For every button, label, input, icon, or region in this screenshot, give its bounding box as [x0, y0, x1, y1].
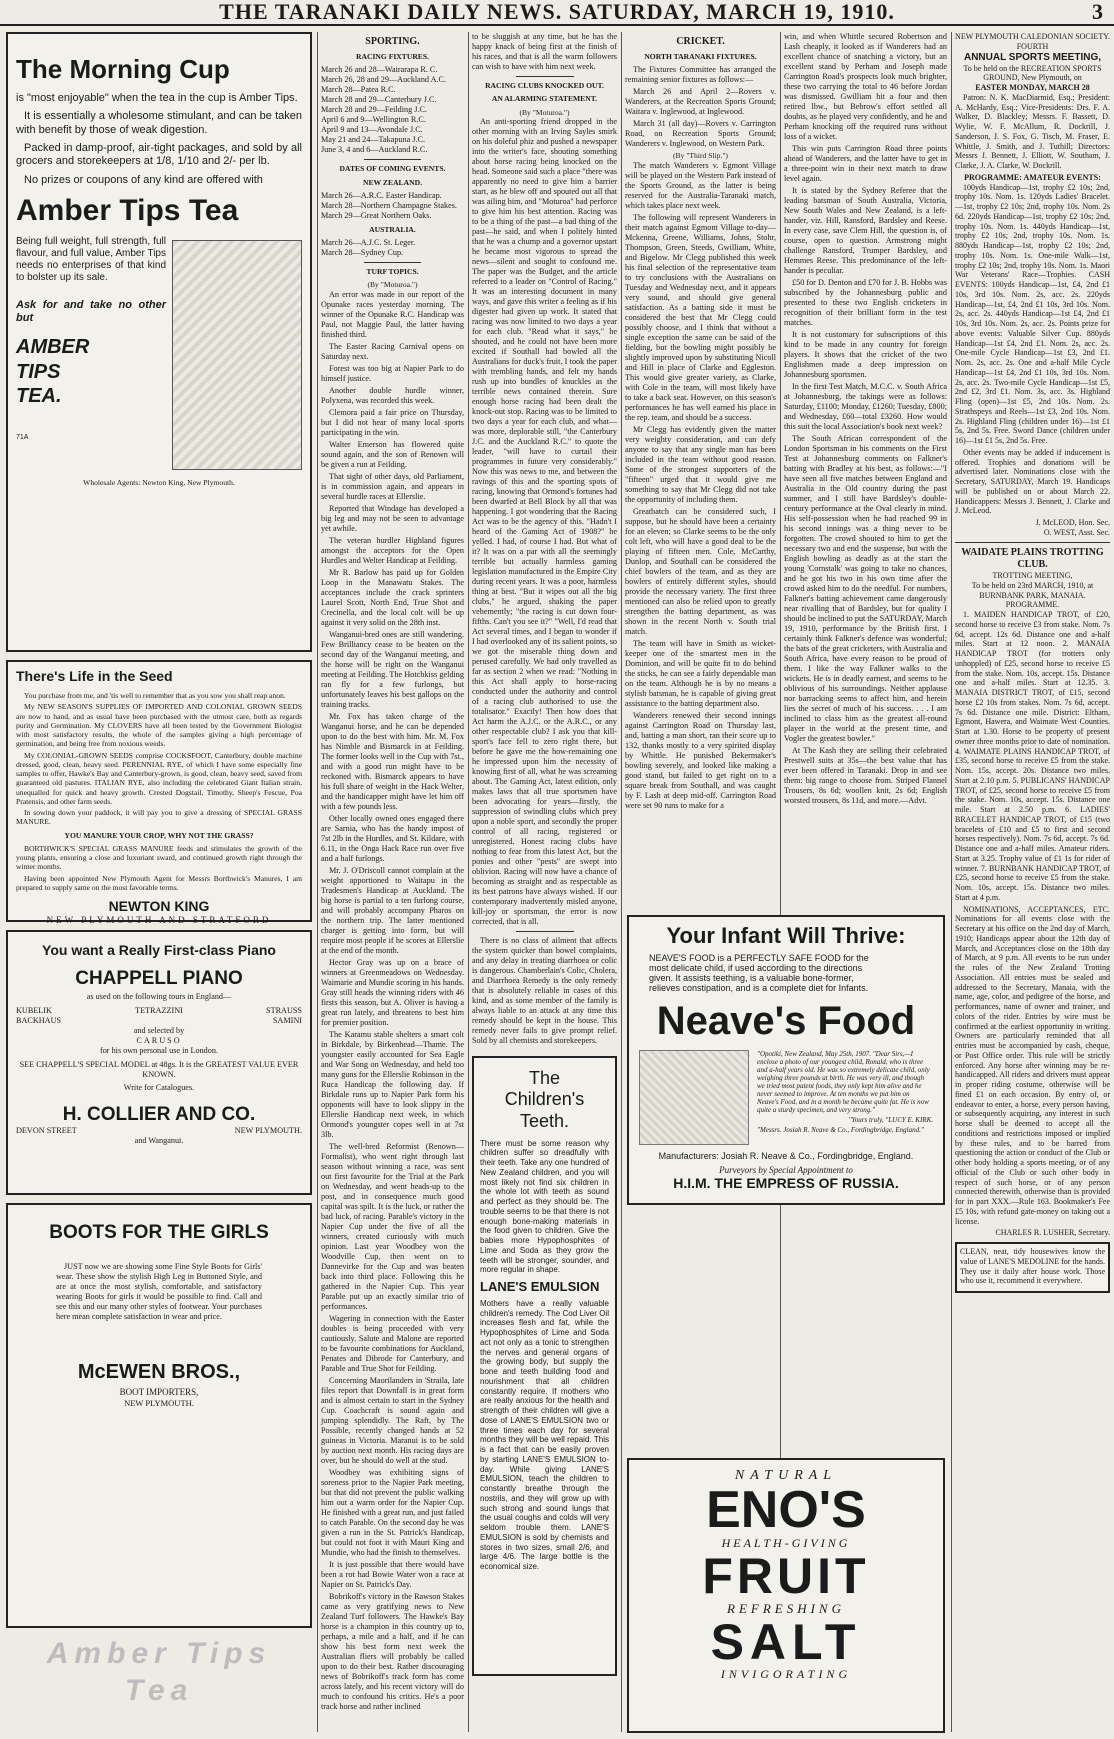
- notice-title: ANNUAL SPORTS MEETING,: [963, 51, 1102, 63]
- ad-text: JUST now we are showing some Fine Style Boots for Girls' wear. These show the stylish High Leg in Buttoned Style, and are at once the most stylish, comfortable, and satisfactory wearing Boots for girls it would be possible to find. Call and see this and our many other styles of footwear. Your purchases here mean complete satisfaction in wear and price.: [56, 1262, 262, 1322]
- notice-text: Patron: N. K. MacDiarmid, Esq.; President: A. McHardy, Esq.; Vice-Presidents: Drs. F. A. Walker, D. Blackley; Messrs. F. Bassett, D. Wylie, W. F. McAllum, R. Dockrill, J. Sanderson, J. S. Fox, G. Tisch, M. Fraser, E. Whittle, J. Smith, and J. Tuthill; Directors: Messrs J. Bennett, J. Elliott, W. Southam, J. Clarke, J. A. Clarke, W. Dockrill.: [955, 92, 1110, 171]
- ad-title-line: The: [528, 1067, 561, 1088]
- lady-illustration: [172, 240, 302, 470]
- notice-text: 1. MAIDEN HANDICAP TROT, of £20, second horse to receive £3 from stake. Nom. 7s 6d, accept. 12s 6d. Distance one and a-half miles. Start at 12 noon. 2. MANAIA HANDICAP TROT (for trotters only unhoppled) of £25, second horse to receive £5 from the stake. Nom. 10s, accept. 15s. Distance one and a-half miles. Start at 12.35. 3. MANAIA DISTRICT TROT, of £15, second horse £2 10s from stakes. Nom. 7s 6d, accept. 7s 6d. Distance one mile. District: Eltham, Egmont, Hawera, and Waimate West Counties. Start at 1.30. Horse to be property of present owner three months prior to date of nomination. 4. WAIMATE PLAINS HANDICAP TROT, of £35, second horse to receive £5 from the stake. Nom. 15s, accept. 20s. Distance two miles. Start at 2.10 p.m. 5. PUBLICANS' HANDICAP TROT, of £25, second horse to receive £5 from the stake. Nom. 10s, accept. 15s. Distance one mile. Start at 2.50 p.m. 6. LADIES' BRACELET HANDICAP TROT, of £15 (two bracelets of £10 and £5 to first and second horses respectively). Nom. 7s 6d, accept. 7s 6d. Distance one and a-half miles. Amateur riders. Start at 3.25. Trophy value of £1 1s for rider of winner. 7. BURNBANK HANDICAP TROT, of £25, second horse to receive £5 from the stake. Nom. 10s, accept. 15s. Distance two miles. Start at 4 p.m.: [955, 610, 1110, 902]
- ad-title-line: Children's: [504, 1089, 585, 1110]
- article-paragraph: Mr. Fox has taken charge of the Wanganui horse, and he can be depended upon to do the best with him. Mr. M. Fox has Nimble and Bismarck in at Feilding. The former looks well in the Cup with 7st., and with a good run might have to be reckoned with. Bismarck appears to have his full share of weight in the Hack Welter, and the handicapper might have let him off with a few pounds less.: [321, 711, 464, 811]
- notice-signature: O. WEST, Asst. Sec.: [1043, 527, 1110, 537]
- byline: (By "Moturoa."): [519, 107, 570, 117]
- ad-childrens-teeth: [472, 1056, 617, 1676]
- ad-makers: Manufacturers: Josiah R. Neave & Co., Fordingbridge, England.: [658, 1151, 914, 1161]
- column-racing-clubs: [472, 32, 617, 1734]
- ad-neaves-food: [627, 915, 945, 1205]
- brand-name: ENO'S: [706, 1481, 866, 1539]
- ad-title: There's Life in the Seed: [16, 668, 173, 684]
- column-rule: [317, 32, 318, 1732]
- ad-word: TIPS: [16, 360, 61, 383]
- ad-piano: [6, 930, 312, 1195]
- article-paragraph: Wanganui-bred ones are still wandering. Few Brilliancy cease to be beaten on the second day of the Wanganui meeting, and the horse will be right on the Wanganui meeting at Feilding. The Hotchkiss gelding ran fly for a few furlongs, but unfortunately leaves his best gallops on the training tracks.: [321, 629, 464, 709]
- notice-signature: J. McLEOD, Hon. Sec.: [1035, 518, 1110, 528]
- ad-text: No prizes or coupons of any kind are offered with: [24, 173, 263, 186]
- faded-ad-title: Amber Tips Tea: [46, 1637, 272, 1707]
- list-item: March 26—A.R.C. Easter Handicap.: [321, 190, 442, 200]
- ad-word: FRUIT: [702, 1548, 870, 1604]
- subheading: DATES OF COMING EVENTS.: [339, 164, 446, 174]
- article-paragraph: Reported that Windage has developed a big leg and may not be seen to advantage yet awhile.: [321, 503, 464, 533]
- article-paragraph: Forest was too big at Napier Park to do himself justice.: [321, 363, 464, 383]
- notice-text: TROTTING MEETING,: [992, 571, 1073, 581]
- list-item: March 28—Northern Champagne Stakes.: [321, 200, 457, 210]
- article-paragraph: Mr. J. O'Driscoll cannot complain at the weight apportioned to Waitapu in the Tradesmen's Handicap at Auckland. The big horse is partial to a ten furlong course, and will probably accompany Pharos on the northern trip. The latter mentioned charger is getting into form, but will require most people if he scores at Ellerslie at the end of the month.: [321, 865, 464, 955]
- article-paragraph: Wanderers renewed their second innings against Carrington Road on Thursday last, and, batting a man short, ran their score up to 132, thanks mostly to a very spirited display by Whittle. He punished Bekermaker's bowling severely, and looked like making a good stand, but failed to get right on to a square break from Southall, and was caught by F. Lash at deep mid-off. Carrington Road were set 90 runs to make for a: [625, 710, 776, 810]
- ad-text: CLEAN, neat, tidy housewives know the value of LANE'S MEDOLINE for the hands. They use it daily after house work. Those who use it, recommend it everywhere.: [960, 1247, 1105, 1286]
- ad-word: NATURAL: [734, 1468, 838, 1483]
- subheading: TURF TOPICS.: [366, 267, 419, 277]
- ad-title: [480, 1068, 609, 1133]
- ad-lanes-medoline: [955, 1242, 1110, 1293]
- section-heading: CRICKET.: [676, 36, 725, 47]
- artist-name: KUBELIK: [16, 1006, 52, 1016]
- ad-word: INVIGORATING: [720, 1667, 852, 1681]
- article-paragraph: That sight of other days, old Parliament, is in commission again, and appears in several hurdle races at Ellerslie.: [321, 471, 464, 501]
- notice-text: NOMINATIONS, ACCEPTANCES, ETC. Nominations for all events close with the Secretary at his office on the 2nd day of March, 1910; Handicaps appear about the 12th day of March, and Acceptances close on the 18th day of March, at 9 p.m. All events to be run under the rules of the New Zealand Trotting Association. All entries must be sealed and addressed to the Secretary, Manaia, with the name, age, color, and pedigree of the horse, and performances, name of owner and trainer, and colors of the rider. Entries by wire must be confirmed at the earliest opportunity in writing. Owners are particularly reminded that all entries must be accompanied by cash, cheque, or Post Office order. This rule will be strictly enforced. Any horse after winning may be re-handicapped. All riders and drivers must appear in proper riding costume, otherwise will be fined £1 on each occasion. By entry of, or endeavor to enter, a horse, every person having, or subsequently acquiring, any interest in such horse shall be deemed to accept all the conditions and restrictions imposed or implied by these rules, and to be barred from questioning the action or conduct of the Club or other body holding a sports meeting, or of any official of the Club or such other body in respect of such horse, or of any person connected therewith, otherwise than is provided for in part XXX.—Rule 163. Bookmaker's Fee £5 10s, with refund gate-money on taking out a license.: [955, 904, 1110, 1226]
- notice-title: WAIDATE PLAINS TROTTING CLUB.: [961, 546, 1104, 570]
- article-paragraph: Another double hurdle winner, Polyxena, was recorded this week.: [321, 385, 464, 405]
- article-paragraph: Concerning Maorilanders in 'Straila, late files report that Downfall is in great form and is almost certain to start in the Sydney Cup. Coachcraft is sound again and jumping splendidly. The Raft, by The Possible, recently changed hands at 52 guineas in Victoria. Maranui is to be sold by auction next month. His racing days are over, but he should do well at the stud.: [321, 1375, 464, 1465]
- article-paragraph: The well-bred Reformist (Renown—Formalist), who went right through last season without winning a race, was sent out first favourite for the Trial at the Park on Wednesday, and went heads-up to the post, and in consequence much good capital was spilt. It is the luck, or rather the bad luck, of racing. Parable's victory in the Napier Cup under the five of all the winners, created curiously with much opinion. Last year Woodbey won the Woodville Cup, then went on to Dannevirke for the Cup and was beaten back into third place. Following this he gathered in the Napier Cup. This year Parable put up an exactly similar trio of performances.: [321, 1141, 464, 1311]
- ad-text: You purchase from me, and 'tis well to remember that as you sow you shall reap anon.: [24, 691, 286, 701]
- artist-name: BACKHAUS: [16, 1016, 62, 1026]
- ad-text: Having been appointed New Plymouth Agent for Messrs Borthwick's Manures, I am prepared to supply same on the most favorable terms.: [16, 873, 302, 892]
- article-paragraph: March 31 (all day)—Rovers v. Carrington Road, on Recreation Sports Ground; Wanderers v. Inglewood, on Western Park.: [625, 119, 776, 149]
- masthead: [0, 0, 1114, 26]
- artist-name: SAMINI: [272, 1016, 302, 1026]
- column-rule: [621, 32, 622, 1732]
- subheading: RACING CLUBS KNOCKED OUT.: [485, 81, 604, 90]
- list-item: March 26 and 28—Wairarapa R. C.: [321, 65, 438, 75]
- ad-text: There must be some reason why children suffer so dreadfully with their teeth. Take any one hundred of New Zealand children, and you will most likely not find six children in the whole lot with teeth as sound and perfect as they should be. The trouble seems to be that there is not enough bone-making materials in the food given to children. Give the babies more Hypophosphites of Lime and Soda as they grow the teeth will be stronger, sounder, and more regular in shape.: [480, 1138, 609, 1275]
- ad-title: The Morning Cup: [16, 54, 230, 84]
- ad-text: In sowing down your paddock, it will pay you to give a dressing of SPECIAL GRASS MANURE.: [16, 808, 302, 827]
- ad-title-line: Teeth.: [519, 1110, 570, 1131]
- ad-text: Packed in damp-proof, air-tight packages, and sold by all grocers and storekeepers at 1/8, 1/10 and 2/- per lb.: [16, 141, 302, 168]
- ad-word: REFRESHING: [727, 1601, 845, 1616]
- article-paragraph: to be sluggish at any time, but he has the happy knack of being first at the finish of his races, and that is all the warm followers can wish to have with him next week.: [472, 32, 617, 71]
- notice-signature: CHARLES R. LUSHER, Secretary.: [995, 1228, 1110, 1238]
- column-cricket-cont: [784, 32, 947, 805]
- testimonial-signature: "Yours truly, "LUCY E. KIRK.: [848, 1116, 933, 1124]
- article-paragraph: Hector Gray was up on a brace of winners at Greenmeadows on Wednesday. Waimarie and Mundie scoring in his hands. Gray still heads the winning riders with 46 firsts this season, but A. Oliver is having a great run lately, and threatens to best him for premier position.: [321, 957, 464, 1027]
- article-paragraph: An anti-sporting friend dropped in the other morning with an Irving Sayles smirk on his doleful phiz and pushed a newspaper into the writer's face, shouting something about horse racing being knocked on the head. Someone said such a place "there was apparently no need to give him a barrier start, as he blew off and spouted out all that was ailing him, and "Moturoa" had perforce to give him his best attention. Racing was to be a thing of the past—a bad thing of the past—he said, and when I politely hinted that he was a chump and a governor upstart he became most vigorous to spread the news—silent and sought to confound me. The paper was the Budget, and the article referred to a leader on "Control of Racing." It was an interesting document in many ways, and gave this writer a feeling as if his digester had given up work. It stated that racing was now limited to two days a year for each club. "Read what it says," he shouted, and he could not have been more excited if Southall had bowled all the Australians for duck's fruit. I took the paper with trembling hands, and felt my hands rush up into bundles of knuckles as the terrible news contained therein. Sure enough horse racing had been dealt the knock-out stop. Racing was to be limited to two days a year for each club, and what—was more, deplorable still, "the Canterbury J.C. and the Auckland R.C." to quote the leader, "will have to curtail their programmes in future very considerably." Now this was news to me, and between the ravings of this and the sporting spots of racing, knowing that Ormond's fortunes had been dwarfed at Bell Block by all that was happening. I got wondering that the Racing Act was to be the agency of this. "Hadn't I heard of the Gaming Act of 1908?" he yelled. I had, of course I had. But what of it? It was on a par with all the seemingly terrible but actually harmless gaming legislation manufactured in the Empire City during recent years. It was a poor, harmless thing at best. "But it wipes out all the big clubs," he argued, shaking the paper vehemently; "the racing is cut down four-fifths. Can't you see it?" "Well, I'd read that Act several times, and I began to wonder if I had overlooked any of its salient points, so we got the miserable thing down and perused carefully. We had only travelled as far as section 2 when we read: "Nothing in this Act shall apply to horse-racing conducted under the authority and control of a racing club authorised to use the totalisator." Exactly! Then how does that Act harm the A.J.C. or the A.R.C., or any other respectable club? I ask you that kill-sport's face fell to zero right there, but before he gave me the how-remaining one he impressed upon him the necessity of knowing first of all, what he was screaming about. The Gaming Act, latest edition, only makes laws that all true sportsmen have been advocating for years—firstly, the suppression of swindling clubs which prey upon a noble sport, and secondly the proper control of all racing, registered or unregistered. Honest racing clubs have nothing to fear from this latest Act, but the ponies and other "pests" are swept into oblivion. Racing will now have a chance of becoming as straight and as respectable as its best patrons have always wished. If our contemporary inadvertently misled anyone, kill-joy or sportsman, the error is now corrected, that is all.: [472, 116, 617, 926]
- brand-name: Amber Tips Tea: [16, 194, 239, 228]
- article-paragraph: Clemora paid a fair price on Thursday, but I did not hear of many local sports participating in the win.: [321, 407, 464, 437]
- ad-text: is "most enjoyable" when the tea in the cup is Amber Tips.: [16, 91, 298, 104]
- ad-text: for his own personal use in London.: [99, 1046, 219, 1056]
- ad-title: BOOTS FOR THE GIRLS: [49, 1222, 269, 1243]
- ad-word: AMBER: [16, 336, 90, 359]
- article-paragraph: It is not customary for subscriptions of this kind to be made in any country for foreign players. It shows that the cricket of the two Englishmen made a deep impression on Johannesburg sportsmen.: [784, 330, 947, 379]
- list-item: March 28 and 29—Feilding J.C.: [321, 105, 427, 115]
- brand-name: LANE'S EMULSION: [480, 1279, 600, 1295]
- artist-name: STRAUSS: [266, 1006, 302, 1016]
- article-paragraph: Wagering in connection with the Easter doubles is being proceeded with very cautiously. Salute and Malone are reported to be favourite combinations for Auckland, Penates and Dibrode for Canterbury, and Parable and True Shot for Feilding.: [321, 1313, 464, 1373]
- list-item: March 28—Patea R.C.: [321, 85, 396, 95]
- ad-text: Purveyors by Special Appointment to: [719, 1165, 853, 1175]
- notice-date: EASTER MONDAY, MARCH 28: [975, 83, 1090, 93]
- article-paragraph: The following will represent Wanderers in their match against Egmont Village to-day—Mckenna, Greene, Williams, Johns, Stohr, Thompson, Green, Steeds, Gwilliam, White, and Bigelow. Mr Clegg published this week his final selection of the representative team to try conclusions with the Australians on Tuesday and Wednesday next, and it appears very sound, and should give general satisfaction. As a batting side it must be considered the best that Mr Clegg could possibly choose, and I think that without a single exception the same can be said of the fielding, but the bowling might possibly be slightly improved upon by substituting Nicoll and Hill in place of Clarke and Eggleston. This would give greater variety, as Clarke, with Cole in the team, will most likely have to take a back seat. However, on this season's performances he has well earned his place in the rep. team, and should be a success.: [625, 212, 776, 422]
- ad-morning-cup: [6, 32, 312, 652]
- article-paragraph: There is no class of ailment that affects the system quicker than bowel complaints, and any delay in treating diarrhoea or colic is dangerous. Chamberlain's Colic, Cholera, and Diarrhoea Remedy is the only remedy that is absolutely reliable in cases of this kind, and as some member of the family is always liable to an attack at any time this remedy should be kept in the house. This remedy never fails to give prompt relief. Sold by all chemists and storekeepers.: [472, 935, 617, 1045]
- testimonial-address: "Messrs. Josiah R. Neave & Co., Fordingbridge, England.": [757, 1126, 924, 1134]
- ad-text: It is essentially a wholesome stimulant, and can be taken with benefit by those of weak digestion.: [16, 110, 302, 136]
- column-ads-left: [6, 32, 312, 1737]
- article-paragraph: An error was made in our report of the Opunake races yesterday morning. The winner of the Opunake R.C. Handicap was Paul, not Maggie Paul, the latter having finished third.: [321, 289, 464, 339]
- list-item: March 26, 28 and 29—Auckland A.C.: [321, 75, 447, 85]
- ad-address: and Wanganui.: [134, 1136, 184, 1146]
- ad-royal: H.I.M. THE EMPRESS OF RUSSIA.: [673, 1175, 899, 1191]
- artist-name: TETRAZZINI: [135, 1006, 183, 1016]
- ad-text: BOOT IMPORTERS,: [119, 1386, 199, 1397]
- ad-text: Ask for and take no other but: [16, 298, 166, 324]
- ad-text: Mothers have a really valuable children's remedy. The Cod Liver Oil increases flesh and fat, while the Hypophosphites of Lime and Soda act not only as a tonic to strengthen the nerves and general organs of the growing body, but supply the bone and teeth building food and nourishment that all children constantly require. If mothers who are really anxious for the health and strength of their children will give a dose of LANE'S EMULSION two or three times each day for several months they will be well repaid. This is a fact that can be easily proven by starting LANE'S EMULSION to-day. While giving LANE'S EMULSION, teach the children to constantly breathe through the nostrils, and they will grow up with such strong and sound lungs that the usual coughs and colds will very seldom trouble them. LANE'S EMULSION is sold by chemists and stores in two sizes, small 2/6, and large 4/6. The large bottle is the economical size.: [480, 1298, 609, 1572]
- article-paragraph: It is stated by the Sydney Referee that the leading batsman of South Australia, Victoria, New South Wales and New Zealand, is a left-hander, viz. Hill, Ransford, Bardsley and Reese. In every case, save Clem Hill, the question is, of course, open to question. Armstrong might challenge Ransford, Trumper Bardsley, and Hemmes Reese. This predominance of the left-hander is peculiar.: [784, 186, 947, 275]
- column-rule: [951, 32, 952, 1732]
- article-paragraph: Walter Emerson has flowered quite sound again, and the son of Renown will be given a run at Feilding.: [321, 439, 464, 469]
- ad-title: You want a Really First-class Piano: [42, 942, 276, 958]
- article-paragraph: The South African correspondent of the London Sportsman in his comments on the First Test at Johannesburg comments on Falkner's batting with Bradley at his best, as follows:—"I have seen all five matches between England and Australia in the Old country during the past summer, and I still have Bardsley's double-century performance at the Oval clearly in mind. His self-possession when he had reached 99 in his second innings was a thing never to be forgotten. The crowd shouted to him to get the necessary two and end the suspense, but with the English bowling as deadly as at the start the young 'Cornstalk' was going to take no chances, and he got his two in his own time after the crowd asked him to do the needful. For numbers, Falkner's batting achievement came dangerously near rivalling that of Bardsley, but for quality I should be inclined to put the SATURDAY, March 19, 1910, performance by the British first. I certainly think Falkner's defence was wonderful; the bats of the great cricketers, with Australia and South Africa, have every reason to be proud of them. I like the way Falkner walks to the wickets. He is in deadly earnest, and seems to be oblivious of his surroundings. Neither applause nor barracking seems to affect him, and herein lies the secret of much of his success. . . . I am inclined to class him as the greatest all-round player in the world at the present time, and Vogler the greatest bowler.": [784, 434, 947, 743]
- article-paragraph: In the first Test Match, M.C.C. v. South Africa at Johannesburg, the takings were as follows: Saturday, £1100; Monday, £1260; Tuesday, £800; and Wednesday, £60—total £3260. How would this suit the local Association's book next week?: [784, 382, 947, 431]
- ad-text: SEE CHAPPELL'S SPECIAL MODEL at 48gs. It is the GREATEST VALUE EVER KNOWN.: [19, 1060, 299, 1080]
- artist-name: CARUSO: [136, 1036, 182, 1046]
- article-paragraph: It is just possible that there would have been a rot had Bowie Water won a race at Napier on St. Patrick's Day.: [321, 1559, 464, 1589]
- article-paragraph: Mr R. Barlow has paid up for Golden Loop in the Manawatu Stakes. The acceptances include the crack sprinters Laurel Scott, North End, True Shot and Crecinella, and the local colt will be up against it very solid on the 28th inst.: [321, 567, 464, 627]
- ad-text: as used on the following tours in England—: [86, 992, 232, 1002]
- ad-firm: H. COLLIER AND CO.: [62, 1104, 256, 1126]
- ad-text: My NEW SEASON'S SUPPLIES OF IMPORTED AND COLONIAL GROWN SEEDS are now to hand, and as usual have been purchased with the utmost care, both as regards purity and Germination. My CLOVERS have all been tested by the Government Biologist with most satisfactory results, the whole of the samples giving a high percentage of germination, and being free from noxious weeds.: [16, 702, 302, 749]
- subheading: RACING FIXTURES.: [356, 52, 429, 62]
- ad-text: and selected by: [133, 1026, 185, 1036]
- ad-boots: [6, 1203, 312, 1628]
- list-item: March 26—A.J.C. St. Leger.: [321, 238, 416, 248]
- ad-text: BORTHWICK'S SPECIAL GRASS MANURE feeds and stimulates the growth of the young plants, ensuring a close and luxuriant sward, and continued growth right through the winter months.: [16, 843, 302, 872]
- column-sporting: [321, 32, 464, 1734]
- byline: (By "Moturoa."): [367, 280, 418, 290]
- notice-text: To be held on the RECREATION SPORTS GROUND, New Plymouth, on: [963, 63, 1102, 83]
- article-paragraph: The Fixtures Committee has arranged the remaining senior fixtures as follows:—: [625, 65, 776, 85]
- article-paragraph: At The Kash they are selling their celebrated Prestwell suits at 35s—the best value that has ever been offered in Taranaki. Drop in and see them: big range to choose from. Striped Flannel Trousers, 8s 6d; woollen knit, 2s 6d; English worsted trousers, 8s 11d, and more.—Advt.: [784, 746, 947, 805]
- article-paragraph: Greatbatch can be considered such, I suppose, but he should have been a certainty for an eleven; so Clarke seems to be the only colt left, who will have a good deal to be the playing of fifteen men. Cole, McCarthy, Dunlop, and Southall can be considered the chief bowlers of the team, and as they are bowlers of entirely different styles, should provide the necessary variety. The first three mentioned can also be relied upon to greatly strengthen the batting department, as was shown in the recent North v. South trial match.: [625, 506, 776, 636]
- ad-text: NEAVE'S FOOD is a PERFECTLY SAFE FOOD for the most delicate child, if used according to the directions given. It assists teething, is a valuable bone-former, relieves constipation, and is a complete diet for Infants.: [649, 953, 869, 993]
- ad-agents: Wholesale Agents: Newton King, New Plymouth.: [83, 477, 235, 487]
- ad-address: DEVON STREET: [16, 1126, 77, 1136]
- notice-title: NEW PLYMOUTH CALEDONIAN SOCIETY.: [955, 32, 1110, 41]
- byline: (By "Third Slip."): [673, 151, 728, 161]
- list-item: April 6 and 9—Wellington R.C.: [321, 115, 426, 125]
- ad-firm: McEWEN BROS.,: [77, 1361, 241, 1384]
- article-paragraph: Bobrikoff's victory in the Rawson Stakes came as very gratifying news to New Zealand Turf followers. The Hawke's Bay horse is a champion in this country up to, perhaps, a mile and a half, and if he can show his best form next week the Australian fliers will probably be called upon to do their best. Rather discouraging news of Bobrikoff's track form has come across lately, and his recent victory will do much to confound his critics. He's a poor track horse and rather inclined: [321, 1591, 464, 1711]
- article-paragraph: Mr Clegg has evidently given the matter very weighty consideration, and can defy anyone to say that any single man has been included in the team without good reason. Some of the strongest supporters of the "fifteen" urged that it would give me something to say that Mr Clegg did not take the opportunity of including them.: [625, 424, 776, 504]
- article-paragraph: March 26 and April 2—Rovers v. Wanderers, at the Recreation Sports Ground; Waitara v. Inglewood, at Inglewood.: [625, 87, 776, 117]
- list-item: June 3, 4 and 6—Auckland R.C.: [321, 145, 428, 155]
- article-paragraph: win, and when Whittle secured Robertson and Lash cheaply, it looked as if Wanderers had an excellent chance of snatching a victory, but an excellent stand by Perham and Joseph made Carrington Road's prospects look much brighter, these two carrying the total to 46 before Jordan was dismissed. Gwilliam hit a four and then retired lbw., but Bebrow's effort settled all doubts, as he played very confidently, and he and Perham knocking off the required runs without loss of a wicket.: [784, 32, 947, 141]
- article-paragraph: The team will have in Smith as wicket-keeper one of the smartest men in the Dominion, and will be quite fit to do behind the sticks, he can see a fairly dependable man on the team. Although he is by no means a stylish batsman, he is capable of giving great assistance to the batting department also.: [625, 638, 776, 708]
- article-paragraph: The veteran hurdler Highland figures amongst the acceptors for the Open Hurdles and Welter Handicap at Feilding.: [321, 535, 464, 565]
- ad-place: NEW PLYMOUTH AND STRATFORD: [46, 915, 272, 926]
- baby-photo: [639, 1050, 749, 1145]
- article-paragraph: This win puts Carrington Road three points ahead of Wanderers, and the latter have to get in a three-point win in their next match to draw level again.: [784, 144, 947, 183]
- article-paragraph: £50 for D. Denton and £70 for J. B. Hobbs was subscribed by the Johannesburg public and presented to these two English cricketers in recognition of their brilliant form in the test matches.: [784, 278, 947, 327]
- masthead-title: THE TARANAKI DAILY NEWS. SATURDAY, MARCH 19, 1910.: [219, 0, 895, 24]
- fixtures-list: [321, 65, 464, 155]
- subheading: AUSTRALIA.: [369, 224, 416, 234]
- ad-word: TEA.: [16, 385, 62, 408]
- article-paragraph: The match Wanderers v. Egmont Village will be played on the Western Park instead of the Sports Ground, as the latter is being reserved for the Australia-Taranaki match, which takes place next week.: [625, 160, 776, 210]
- page-number: 3: [1092, 0, 1104, 24]
- article-paragraph: The Karamu stable shelters a smart colt in Birkdale, by Birkenhead—Thame. The youngster easily accounted for Sea Eagle and War Song on Wednesday, and held too many guns for the Ellerslie Robinson in the Ruca Handicap the following day. If Birkdale runs up to Napier Park form his opponents will have to look slippy in the Ellerslie Handicap next week, in which Ormond's youngster copes well in at 7st 3lb.: [321, 1029, 464, 1139]
- notice-text: 100yds Handicap—1st, trophy £2 10s; 2nd, trophy 10s. Nom. 1s. 120yds Ladies' Bracelet.—1st, trophy £2 10s; 2nd, trophy 10s. Nom. 2s 6d. 220yds Handicap—1st, trophy £2 10s; 2nd, trophy 10s. Nom. 1s. 440yds Handicap—1st, trophy £2 10s; 2nd, trophy 10s. Nom. 1s. 880yds Handicap—1st, trophy £2 10s; 2nd, trophy 10s. Nom. 1s. One-mile Walk—1st, trophy £2 10s; 2nd, trophy 10s. Nom. 1s. Maori War Veterans' Race—Trophies. CASH EVENTS: 100yds Handicap—1st, £4, 2nd £1 10s, 3rd 10s. Nom. 2s, acc. 2s. 220yds Handicap—1st, £4, 2nd £1 10s, 3rd 10s. Nom. 2s, acc. 2s. 440yds Handicap—1st £4, 2nd £1 10s, 3rd 10s. Nom. 2s, acc. 2s. Points prize for above events: Valuable Silver Cup. 880yds Handicap—1st £4, 2nd £1. Nom. 2s, acc. 2s. One-mile Cycle Handicap—1st £3, 2nd £1. Nom. 2s, acc. 2s. One and a-half Mile Cycle Handicap—1st £4, 2nd £1 10s, 3rd 10s. Nom. 2s, acc. 2s. Two-mile Cycle Handicap—1st £5, 2nd £2, 3rd £1. Nom. 3s, acc. 3s. Highland Fling (open)—1st £5, 2nd 10s. Nom. 2s. Strathspeys and Reels—1st £3, 2nd 10s. Nom. 2s. Highland Fling (children under 16)—1st £1 5s, 2nd 5s. Free. Sword Dance (children under 16)—1st £1 5s, 2nd 5s. Free.: [955, 182, 1110, 446]
- ad-text: My COLONIAL-GROWN SEEDS comprise COCKSFOOT, Canterbury, double machine dressed, good, clean, heavy seed. PERENNIAL RYE, of which I have some especially fine samples to offer, Hawke's Bay and Canterbury-grown, is good, clean, heavy seed, saved from guaranteed old pastures. ITALIAN RYE, also including the celebrated Giant Italian strain, unequalled for quick and heavy growth. Crested Dogstail, Timothy, Sheep's Fescue, Poa Pratensis, and other farm seeds.: [16, 750, 302, 806]
- notice-subheading: PROGRAMME.: [1005, 600, 1060, 610]
- notice-subheading: PROGRAMME: AMATEUR EVENTS:: [964, 172, 1101, 182]
- notice-text: To be held on 23rd MARCH, 1910, at BURNBANK PARK, MANAIA.: [971, 580, 1094, 600]
- testimonial: "Opotiki, New Zealand, May 25th, 1907. "Dear Sirs,—I enclose a photo of our youngest child, Ronald, who is three and a-half years old. He was so extremely delicate child, only weighing three pounds at birth. He was very ill, and though we tried most patent foods, they only kept him alive and he never seemed to improve. At ten months we put him on Neave's Food, and in a month he became quite fat. He is now quite a sturdy specimen, and very strong.": [757, 1050, 930, 1114]
- list-item: March 29—Great Northern Oaks.: [321, 210, 432, 220]
- ad-place: NEW PLYMOUTH.: [124, 1397, 194, 1408]
- ad-word: SALT: [710, 1614, 862, 1670]
- notice-text: Other events may be added if inducement is offered. Trophies and donations will be advertised later. Nominations close with the Secretary, SATURDAY, March 19. Handicaps will be published on or about March 22. Handicappers: Messrs J. Bennett, J. Clarke and J. McLeod.: [955, 447, 1110, 516]
- list-item: March 28—Sydney Cup.: [321, 248, 404, 258]
- article-paragraph: Other locally owned ones engaged there are Sarnia, who has the handy impost of 7st 2lb in the Hurdles, and St. Kildare, with 6.11, in the Onga Hack Race run over five and a half furlongs.: [321, 813, 464, 863]
- ad-text: Being full weight, full strength, full flavour, and full value, Amber Tips needs no enterprises of that kind to bolster up its sale.: [16, 235, 166, 284]
- subheading: NORTH TARANAKI FIXTURES.: [644, 52, 757, 62]
- column-cricket: [625, 32, 776, 810]
- ad-title: Your Infant Will Thrive:: [666, 923, 906, 948]
- notice-text: FOURTH: [1016, 41, 1049, 51]
- ad-enos-fruit-salt: [627, 1458, 945, 1733]
- ad-seed: [6, 660, 312, 926]
- ad-text: Write for Catalogues.: [123, 1083, 195, 1093]
- ad-word: HEALTH-GIVING: [721, 1536, 851, 1550]
- list-item: April 9 and 13—Avondale J.C.: [321, 125, 423, 135]
- list-item: March 28 and 29—Canterbury J.C.: [321, 95, 437, 105]
- column-notices: [955, 32, 1110, 1734]
- brand-name: CHAPPELL PIANO: [75, 968, 243, 990]
- ad-address: NEW PLYMOUTH.: [234, 1126, 302, 1136]
- subheading: NEW ZEALAND.: [363, 177, 422, 187]
- article-paragraph: Woodbey was exhibiting signs of soreness prior to the Napier Park meeting, but that did not prevent the public walking him out a warm order for the Napier Cup. He finished with a great run, and just failed to catch Parable. On the second day he was given a run in the St. Patrick's Handicap, but could not foot it with Mauri King and Mundie, who had the finish to themselves.: [321, 1467, 464, 1557]
- list-item: May 21 and 24—Takapuna J.C.: [321, 135, 426, 145]
- ad-subheading: YOU MANURE YOUR CROP, WHY NOT THE GRASS?: [64, 830, 254, 840]
- article-paragraph: The Easter Racing Carnival opens on Saturday next.: [321, 341, 464, 361]
- section-heading: SPORTING.: [365, 36, 420, 47]
- subheading: AN ALARMING STATEMENT.: [491, 94, 598, 104]
- ad-code: 71A: [16, 434, 29, 442]
- brand-name: Neave's Food: [656, 999, 916, 1043]
- column-rule: [468, 32, 469, 1732]
- ad-name: NEWTON KING: [108, 898, 210, 915]
